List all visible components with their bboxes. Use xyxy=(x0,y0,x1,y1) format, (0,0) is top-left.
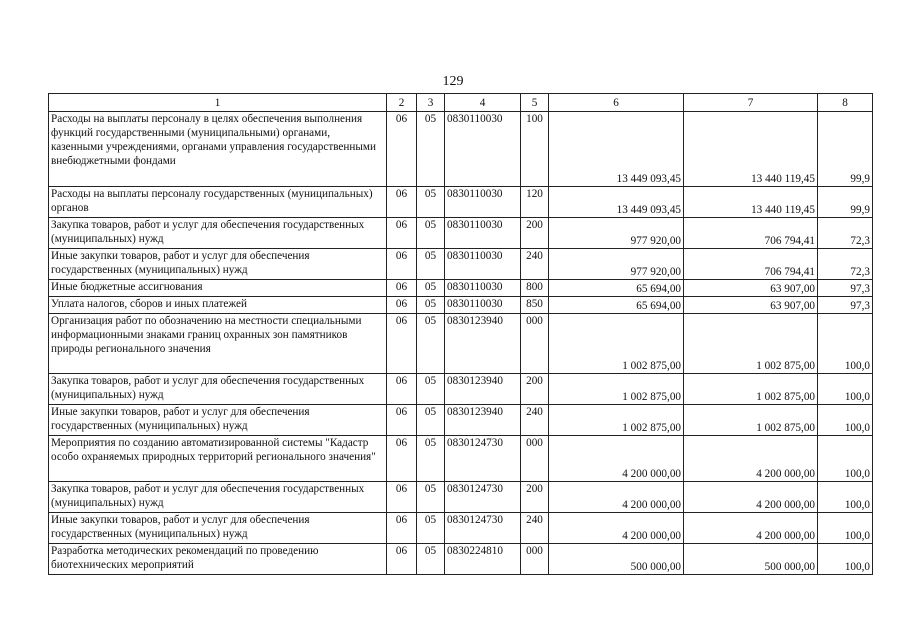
row-target-article: 0830124730 xyxy=(445,436,521,482)
row-name: Закупка товаров, работ и услуг для обеспечения государственных (муниципальных) нужд xyxy=(49,218,387,249)
row-planned: 4 200 000,00 xyxy=(549,513,684,544)
row-percent: 100,0 xyxy=(818,544,873,575)
row-expense-type: 200 xyxy=(521,218,549,249)
row-executed: 4 200 000,00 xyxy=(684,436,818,482)
table-row xyxy=(49,405,873,436)
row-planned: 1 002 875,00 xyxy=(549,314,684,374)
row-planned: 13 449 093,45 xyxy=(549,187,684,218)
row-subsection: 05 xyxy=(417,374,445,405)
row-planned: 977 920,00 xyxy=(549,218,684,249)
row-target-article: 0830110030 xyxy=(445,297,521,314)
row-section: 06 xyxy=(387,405,417,436)
row-percent: 100,0 xyxy=(818,513,873,544)
row-planned: 65 694,00 xyxy=(549,280,684,297)
row-section: 06 xyxy=(387,187,417,218)
table-row xyxy=(49,249,873,280)
header-cell-4: 4 xyxy=(445,94,521,112)
table-row xyxy=(49,112,873,187)
row-name: Закупка товаров, работ и услуг для обеспечения государственных (муниципальных) нужд xyxy=(49,482,387,513)
budget-table xyxy=(48,93,873,575)
row-subsection: 05 xyxy=(417,187,445,218)
row-target-article: 0830123940 xyxy=(445,314,521,374)
row-executed: 63 907,00 xyxy=(684,280,818,297)
table-row xyxy=(49,374,873,405)
table-row xyxy=(49,280,873,297)
row-planned: 4 200 000,00 xyxy=(549,436,684,482)
row-section: 06 xyxy=(387,112,417,187)
row-name: Мероприятия по созданию автоматизированной системы "Кадастр особо охраняемых природных территорий регионального значения" xyxy=(49,436,387,482)
row-subsection: 05 xyxy=(417,112,445,187)
row-executed: 706 794,41 xyxy=(684,249,818,280)
row-percent: 99,9 xyxy=(818,187,873,218)
row-name: Закупка товаров, работ и услуг для обеспечения государственных (муниципальных) нужд xyxy=(49,374,387,405)
row-expense-type: 100 xyxy=(521,112,549,187)
row-section: 06 xyxy=(387,374,417,405)
row-target-article: 0830124730 xyxy=(445,482,521,513)
table-row xyxy=(49,297,873,314)
row-target-article: 0830110030 xyxy=(445,249,521,280)
table-row xyxy=(49,482,873,513)
row-percent: 100,0 xyxy=(818,374,873,405)
row-subsection: 05 xyxy=(417,544,445,575)
row-expense-type: 240 xyxy=(521,249,549,280)
row-section: 06 xyxy=(387,297,417,314)
row-percent: 97,3 xyxy=(818,280,873,297)
row-planned: 4 200 000,00 xyxy=(549,482,684,513)
row-subsection: 05 xyxy=(417,314,445,374)
row-subsection: 05 xyxy=(417,436,445,482)
table-row xyxy=(49,314,873,374)
row-target-article: 0830224810 xyxy=(445,544,521,575)
row-section: 06 xyxy=(387,314,417,374)
row-executed: 706 794,41 xyxy=(684,218,818,249)
row-planned: 1 002 875,00 xyxy=(549,374,684,405)
row-subsection: 05 xyxy=(417,218,445,249)
row-name: Расходы на выплаты персоналу государственных (муниципальных) органов xyxy=(49,187,387,218)
table-row xyxy=(49,187,873,218)
row-executed: 1 002 875,00 xyxy=(684,374,818,405)
row-section: 06 xyxy=(387,249,417,280)
row-section: 06 xyxy=(387,436,417,482)
header-cell-2: 2 xyxy=(387,94,417,112)
row-section: 06 xyxy=(387,280,417,297)
row-expense-type: 850 xyxy=(521,297,549,314)
row-planned: 13 449 093,45 xyxy=(549,112,684,187)
row-expense-type: 240 xyxy=(521,513,549,544)
row-name: Иные закупки товаров, работ и услуг для обеспечения государственных (муниципальных) нужд xyxy=(49,405,387,436)
row-percent: 100,0 xyxy=(818,314,873,374)
row-planned: 65 694,00 xyxy=(549,297,684,314)
header-cell-3: 3 xyxy=(417,94,445,112)
header-cell-1: 1 xyxy=(49,94,387,112)
row-target-article: 0830124730 xyxy=(445,513,521,544)
row-expense-type: 240 xyxy=(521,405,549,436)
header-cell-5: 5 xyxy=(521,94,549,112)
row-target-article: 0830123940 xyxy=(445,374,521,405)
row-subsection: 05 xyxy=(417,513,445,544)
row-expense-type: 120 xyxy=(521,187,549,218)
row-name: Иные бюджетные ассигнования xyxy=(49,280,387,297)
row-expense-type: 000 xyxy=(521,544,549,575)
row-executed: 1 002 875,00 xyxy=(684,314,818,374)
row-percent: 99,9 xyxy=(818,112,873,187)
table-row xyxy=(49,544,873,575)
row-percent: 72,3 xyxy=(818,218,873,249)
row-percent: 100,0 xyxy=(818,482,873,513)
table-row xyxy=(49,436,873,482)
row-subsection: 05 xyxy=(417,297,445,314)
row-percent: 72,3 xyxy=(818,249,873,280)
row-expense-type: 200 xyxy=(521,374,549,405)
row-expense-type: 200 xyxy=(521,482,549,513)
row-expense-type: 000 xyxy=(521,436,549,482)
row-subsection: 05 xyxy=(417,280,445,297)
row-section: 06 xyxy=(387,544,417,575)
row-percent: 100,0 xyxy=(818,436,873,482)
row-executed: 4 200 000,00 xyxy=(684,482,818,513)
row-subsection: 05 xyxy=(417,405,445,436)
table-row xyxy=(49,218,873,249)
row-name: Расходы на выплаты персоналу в целях обеспечения выполнения функций государственными (муниципальными) органами, казенными учреждениями, органами управления государственными внебюджетными фондами xyxy=(49,112,387,187)
row-name: Иные закупки товаров, работ и услуг для обеспечения государственных (муниципальных) нужд xyxy=(49,249,387,280)
row-subsection: 05 xyxy=(417,482,445,513)
row-name: Уплата налогов, сборов и иных платежей xyxy=(49,297,387,314)
table-body xyxy=(49,94,873,575)
header-cell-6: 6 xyxy=(549,94,684,112)
row-section: 06 xyxy=(387,513,417,544)
row-name: Разработка методических рекомендаций по проведению биотехнических мероприятий xyxy=(49,544,387,575)
row-planned: 1 002 875,00 xyxy=(549,405,684,436)
row-target-article: 0830123940 xyxy=(445,405,521,436)
row-expense-type: 800 xyxy=(521,280,549,297)
row-section: 06 xyxy=(387,482,417,513)
row-name: Организация работ по обозначению на местности специальными информационными знаками границ охранных зон памятников природы регионального значения xyxy=(49,314,387,374)
header-cell-7: 7 xyxy=(684,94,818,112)
row-executed: 63 907,00 xyxy=(684,297,818,314)
row-executed: 13 440 119,45 xyxy=(684,187,818,218)
row-name: Иные закупки товаров, работ и услуг для обеспечения государственных (муниципальных) нужд xyxy=(49,513,387,544)
row-target-article: 0830110030 xyxy=(445,218,521,249)
row-planned: 977 920,00 xyxy=(549,249,684,280)
row-percent: 97,3 xyxy=(818,297,873,314)
header-cell-8: 8 xyxy=(818,94,873,112)
row-executed: 500 000,00 xyxy=(684,544,818,575)
header-row xyxy=(49,94,873,112)
row-planned: 500 000,00 xyxy=(549,544,684,575)
row-target-article: 0830110030 xyxy=(445,187,521,218)
row-expense-type: 000 xyxy=(521,314,549,374)
row-executed: 13 440 119,45 xyxy=(684,112,818,187)
row-target-article: 0830110030 xyxy=(445,112,521,187)
row-executed: 1 002 875,00 xyxy=(684,405,818,436)
row-section: 06 xyxy=(387,218,417,249)
table-row xyxy=(49,513,873,544)
row-executed: 4 200 000,00 xyxy=(684,513,818,544)
row-percent: 100,0 xyxy=(818,405,873,436)
page-number: 129 xyxy=(442,74,464,89)
row-subsection: 05 xyxy=(417,249,445,280)
row-target-article: 0830110030 xyxy=(445,280,521,297)
